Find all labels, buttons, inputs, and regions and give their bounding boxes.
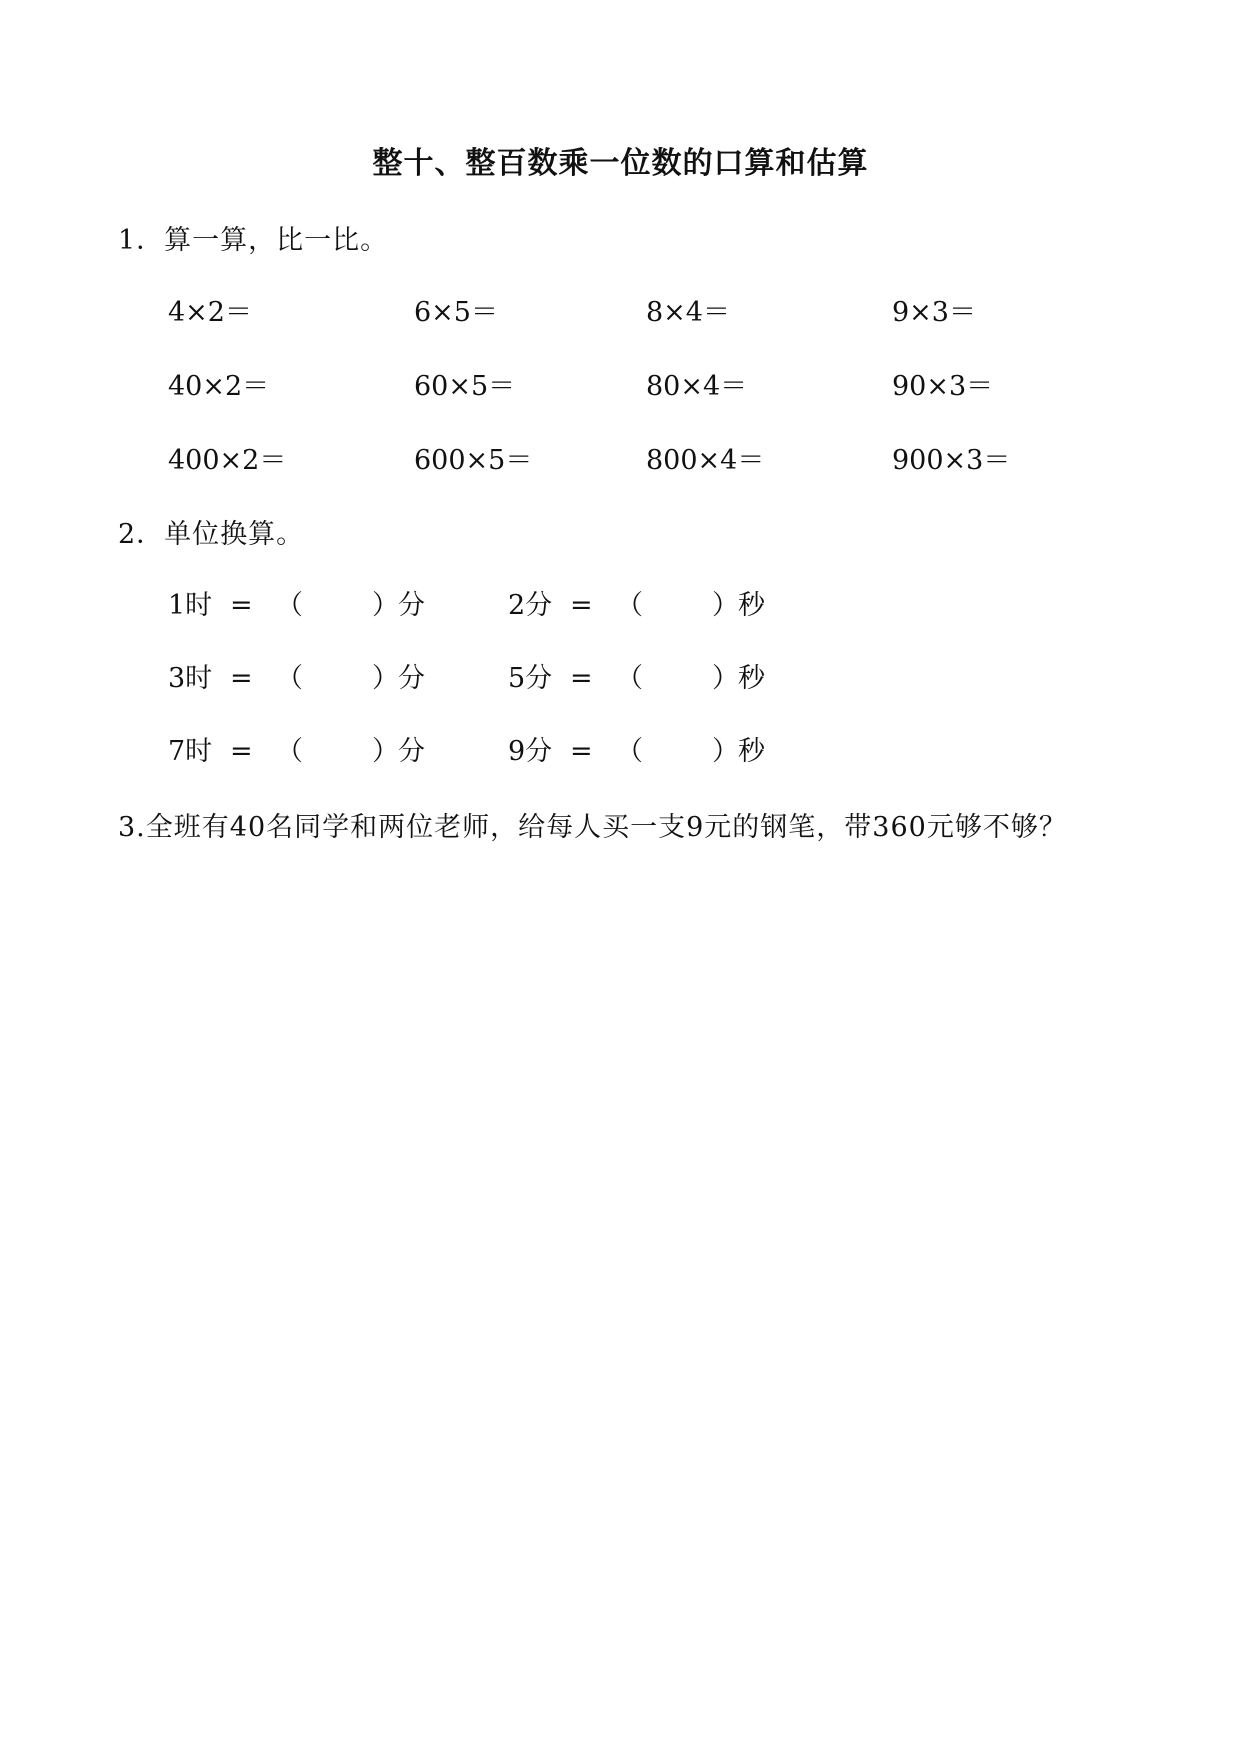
calc-item: 600×5＝ (414, 445, 533, 476)
calc-row (0, 364, 1241, 404)
answer-blank-close: ） (712, 736, 739, 767)
calc-item: 800×4＝ (646, 445, 765, 476)
calc-item: 4×2＝ (168, 297, 252, 328)
equals-sign: = (230, 736, 253, 767)
equals-sign: = (570, 663, 593, 694)
conversion-lhs: 9分 (508, 736, 553, 767)
answer-blank-close: ） (372, 663, 399, 694)
calc-item: 9×3＝ (892, 297, 976, 328)
question-3-text: 3.全班有40名同学和两位老师，给每人买一支9元的钢笔，带360元够不够？ (118, 812, 1067, 843)
answer-blank-open: （ (276, 736, 303, 767)
calc-item: 6×5＝ (414, 297, 498, 328)
answer-blank-close: ） (372, 590, 399, 621)
question-2-heading: 2．单位换算。 (118, 519, 305, 550)
answer-blank-open: （ (616, 590, 643, 621)
answer-blank-close: ） (712, 663, 739, 694)
calc-item: 60×5＝ (414, 371, 516, 402)
conversion-item (508, 729, 765, 768)
equals-sign: = (230, 590, 253, 621)
conversion-unit: 秒 (738, 736, 765, 767)
page-title: 整十、整百数乘一位数的口算和估算 (372, 146, 869, 181)
calc-item: 400×2＝ (168, 445, 287, 476)
conversion-unit: 秒 (738, 590, 765, 621)
conversion-lhs: 7时 (168, 736, 213, 767)
calc-row (0, 290, 1241, 330)
answer-blank-close: ） (372, 736, 399, 767)
calc-item: 8×4＝ (646, 297, 730, 328)
answer-blank-open: （ (616, 736, 643, 767)
conversion-lhs: 2分 (508, 590, 553, 621)
conversion-item (168, 583, 425, 622)
conversion-item (168, 729, 425, 768)
equals-sign: = (230, 663, 253, 694)
conversion-lhs: 3时 (168, 663, 213, 694)
conversion-unit: 秒 (738, 663, 765, 694)
conversion-item (508, 583, 765, 622)
conversion-unit: 分 (398, 590, 425, 621)
question-1-heading: 1．算一算，比一比。 (118, 225, 389, 256)
answer-blank-close: ） (712, 590, 739, 621)
conversion-row (0, 583, 1241, 623)
conversion-row (0, 656, 1241, 696)
calc-item: 80×4＝ (646, 371, 748, 402)
equals-sign: = (570, 736, 593, 767)
conversion-unit: 分 (398, 736, 425, 767)
calc-item: 90×3＝ (892, 371, 994, 402)
conversion-lhs: 5分 (508, 663, 553, 694)
conversion-item (508, 656, 765, 695)
equals-sign: = (570, 590, 593, 621)
conversion-lhs: 1时 (168, 590, 213, 621)
conversion-item (168, 656, 425, 695)
conversion-row (0, 729, 1241, 769)
answer-blank-open: （ (276, 663, 303, 694)
answer-blank-open: （ (616, 663, 643, 694)
calc-item: 900×3＝ (892, 445, 1011, 476)
calc-row (0, 438, 1241, 478)
answer-blank-open: （ (276, 590, 303, 621)
calc-item: 40×2＝ (168, 371, 270, 402)
conversion-unit: 分 (398, 663, 425, 694)
